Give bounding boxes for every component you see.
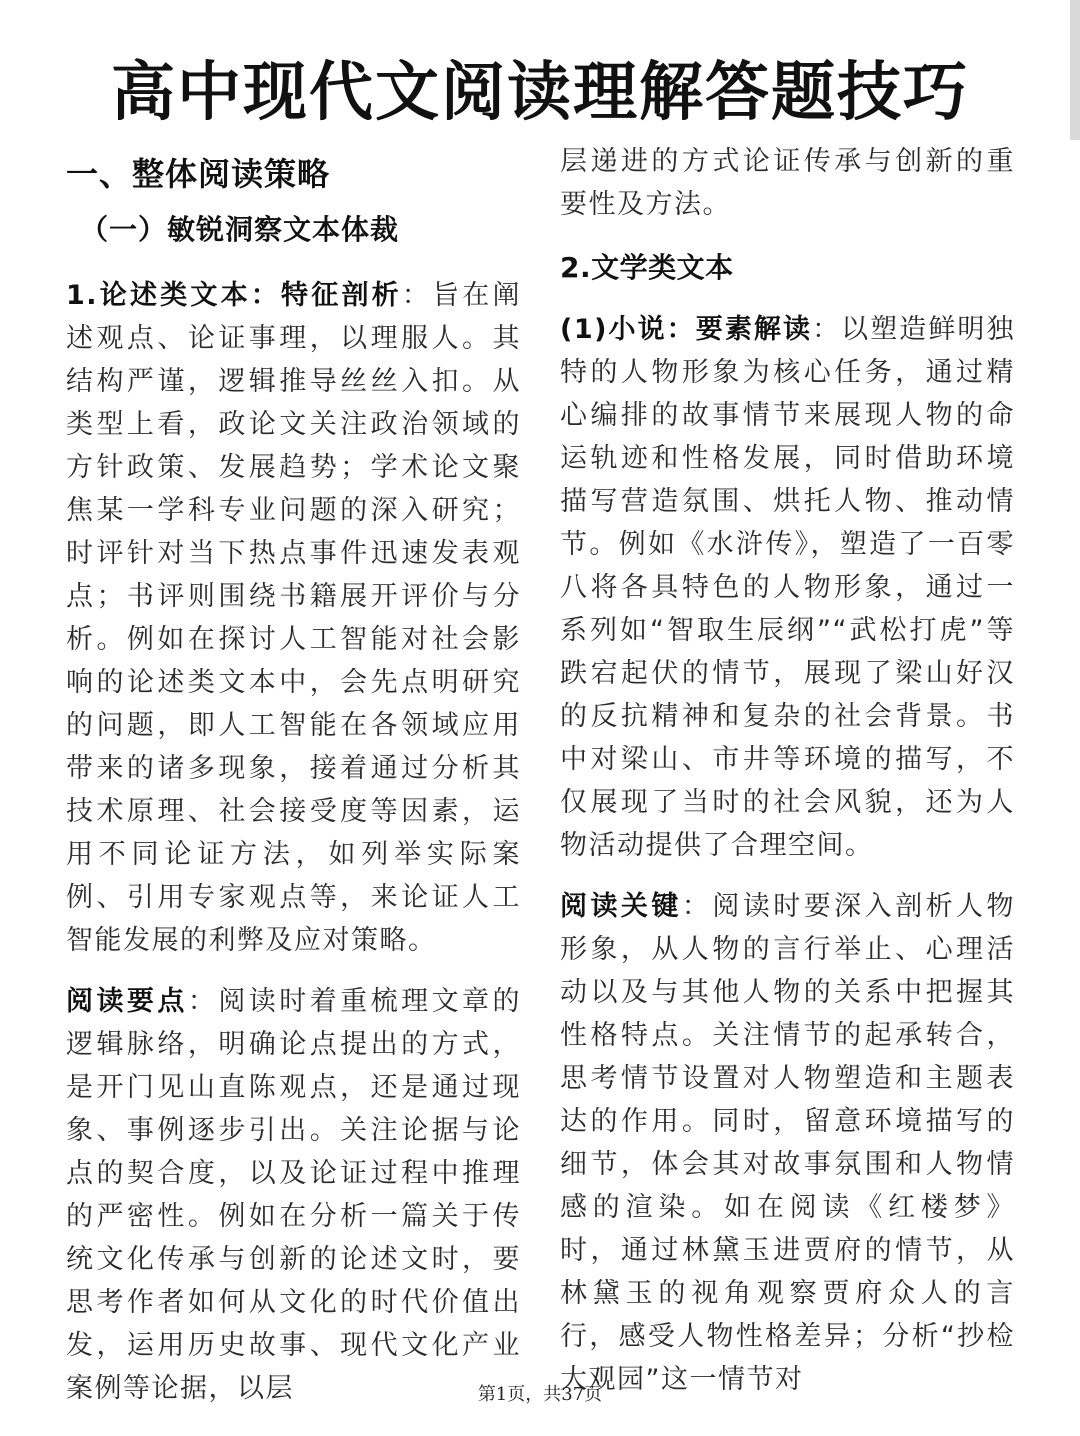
page-number: 第1页，共37页 bbox=[477, 1384, 603, 1405]
paragraph-argumentative bbox=[66, 274, 521, 962]
left-column bbox=[66, 140, 521, 1428]
paragraph-lead: (1)小说：要素解读 bbox=[560, 314, 813, 345]
paragraph-body: ：阅读时着重梳理文章的逻辑脉络，明确论点提出的方式，是开门见山直陈观点，还是通过现象、事例逐步引出。关注论据与论点的契合度，以及论证过程中推理的严密性。例如在分析一篇关于传统文化传承与创新的论述文时，要思考作者如何从文化的时代价值出发，运用历史故事、现代文化产业案例等论据，以层 bbox=[66, 986, 522, 1404]
paragraph-lead: 阅读要点 bbox=[66, 986, 188, 1017]
page-title: 高中现代文阅读理解答题技巧 bbox=[111, 56, 969, 130]
paragraph-lead: 1.论述类文本：特征剖析 bbox=[66, 280, 402, 311]
paragraph-body: ：以塑造鲜明独特的人物形象为核心任务，通过精心编排的故事情节来展现人物的命运轨迹和性格发展，同时借助环境描写营造氛围、烘托人物、推动情节。例如《水浒传》，塑造了一百零八将各具特色的人物形象，通过一系列如“智取生辰纲”“武松打虎”等跌宕起伏的情节，展现了梁山好汉的反抗精神和复杂的社会背景。书中对梁山、市井等环境的描写，不仅展现了当时的社会风貌，还为人物活动提供了合理空间。 bbox=[560, 314, 1016, 861]
paragraph-lead: 阅读关键 bbox=[560, 891, 682, 922]
paragraph-novel bbox=[560, 308, 1015, 867]
right-column bbox=[560, 140, 1015, 1419]
paragraph-reading-points bbox=[66, 980, 521, 1410]
literary-heading: 2.文学类文本 bbox=[560, 251, 734, 284]
paragraph-body: ：旨在阐述观点、论证事理，以理服人。其结构严谨，逻辑推导丝丝入扣。从类型上看，政论文关注政治领域的方针政策、发展趋势；学术论文聚焦某一学科专业问题的深入研究；时评针对当下热点事件迅速发表观点；书评则围绕书籍展开评价与分析。例如在探讨人工智能对社会影响的论述类文本中，会先点明研究的问题，即人工智能在各领域应用带来的诸多现象，接着通过分析其技术原理、社会接受度等因素，运用不同论证方法，如列举实际案例、引用专家观点等，来论证人工智能发展的利弊及应对策略。 bbox=[66, 280, 522, 956]
subsection-heading: （一）敏锐洞察文本体裁 bbox=[80, 213, 400, 246]
paragraph-continuation: 层递进的方式论证传承与创新的重要性及方法。 bbox=[560, 146, 1015, 220]
paragraph-body: ：阅读时要深入剖析人物形象，从人物的言行举止、心理活动以及与其他人物的关系中把握其性格特点。关注情节的起承转合，思考情节设置对人物塑造和主题表达的作用。同时，留意环境描写的细节，体会其对故事氛围和人物情感的渲染。如在阅读《红楼梦》时，通过林黛玉进贾府的情节，从林黛玉的视角观察贾府众人的言行，感受人物性格差异；分析“抄检大观园”这一情节对 bbox=[560, 891, 1016, 1395]
paragraph-reading-key bbox=[560, 885, 1015, 1401]
section-heading: 一、整体阅读策略 bbox=[66, 155, 331, 193]
